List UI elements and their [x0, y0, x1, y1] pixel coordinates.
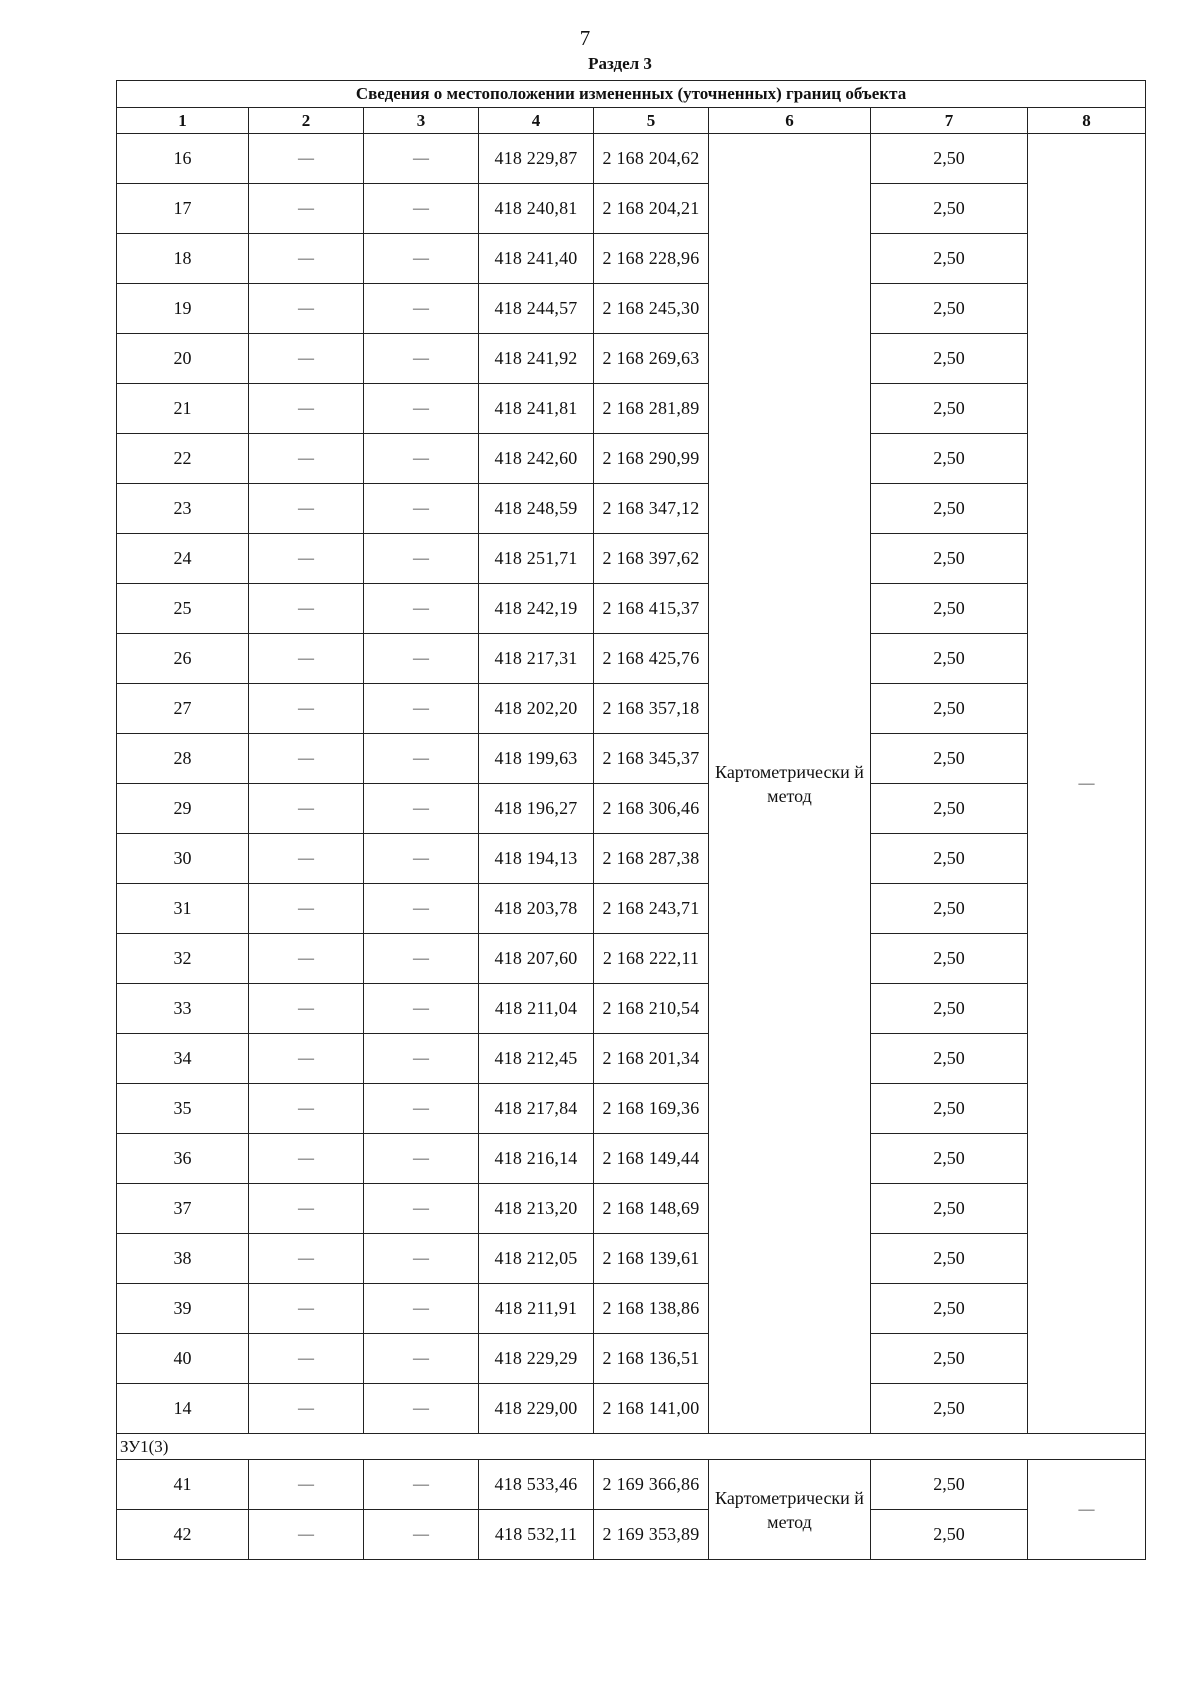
col2-dash: —	[249, 134, 364, 184]
col2-dash: —	[249, 1284, 364, 1334]
col2-dash: —	[249, 484, 364, 534]
col3-dash: —	[364, 634, 479, 684]
col3-dash: —	[364, 1034, 479, 1084]
point-number: 31	[117, 884, 249, 934]
col2-dash: —	[249, 684, 364, 734]
coordinate-y: 2 168 425,76	[594, 634, 709, 684]
accuracy-value: 2,50	[871, 334, 1028, 384]
coordinate-x: 418 532,11	[479, 1510, 594, 1560]
coordinate-y: 2 168 141,00	[594, 1384, 709, 1434]
col2-dash: —	[249, 884, 364, 934]
table-row	[117, 1234, 1146, 1284]
col3-dash: —	[364, 1234, 479, 1284]
zone-label-row	[117, 1434, 1146, 1460]
col3-dash: —	[364, 834, 479, 884]
accuracy-value: 2,50	[871, 1234, 1028, 1284]
table-row	[117, 834, 1146, 884]
boundary-points-table	[116, 80, 1146, 1560]
col3-dash: —	[364, 934, 479, 984]
col3-dash: —	[364, 734, 479, 784]
coordinate-x: 418 217,84	[479, 1084, 594, 1134]
col3-dash: —	[364, 1460, 479, 1510]
accuracy-value: 2,50	[871, 284, 1028, 334]
coordinate-x: 418 241,92	[479, 334, 594, 384]
table-row	[117, 784, 1146, 834]
table-row	[117, 984, 1146, 1034]
accuracy-value: 2,50	[871, 584, 1028, 634]
column-number: 3	[364, 108, 479, 134]
point-number: 28	[117, 734, 249, 784]
col3-dash: —	[364, 384, 479, 434]
coordinate-y: 2 168 201,34	[594, 1034, 709, 1084]
col3-dash: —	[364, 234, 479, 284]
coordinate-x: 418 213,20	[479, 1184, 594, 1234]
column-number: 6	[709, 108, 871, 134]
point-number: 26	[117, 634, 249, 684]
column-number: 5	[594, 108, 709, 134]
col3-dash: —	[364, 984, 479, 1034]
accuracy-value: 2,50	[871, 734, 1028, 784]
coordinate-x: 418 196,27	[479, 784, 594, 834]
coordinate-y: 2 168 228,96	[594, 234, 709, 284]
table-caption: Сведения о местоположении измененных (уточненных) границ объекта	[117, 81, 1146, 108]
coordinate-y: 2 168 415,37	[594, 584, 709, 634]
coordinate-y: 2 168 204,21	[594, 184, 709, 234]
col2-dash: —	[249, 784, 364, 834]
coordinate-y: 2 168 139,61	[594, 1234, 709, 1284]
coordinate-x: 418 241,81	[479, 384, 594, 434]
col3-dash: —	[364, 684, 479, 734]
column-number: 7	[871, 108, 1028, 134]
coordinate-y: 2 168 243,71	[594, 884, 709, 934]
col3-dash: —	[364, 1334, 479, 1384]
col2-dash: —	[249, 1384, 364, 1434]
col2-dash: —	[249, 1334, 364, 1384]
coordinate-x: 418 251,71	[479, 534, 594, 584]
accuracy-value: 2,50	[871, 634, 1028, 684]
col2-dash: —	[249, 1134, 364, 1184]
point-number: 39	[117, 1284, 249, 1334]
col2-dash: —	[249, 384, 364, 434]
coordinate-x: 418 240,81	[479, 184, 594, 234]
coordinate-x: 418 212,05	[479, 1234, 594, 1284]
section-title: Раздел 3	[588, 54, 652, 73]
col2-dash: —	[249, 334, 364, 384]
column-number: 1	[117, 108, 249, 134]
point-number: 27	[117, 684, 249, 734]
col8-dash: —	[1028, 1460, 1146, 1560]
accuracy-value: 2,50	[871, 1084, 1028, 1134]
coordinate-y: 2 168 357,18	[594, 684, 709, 734]
coordinate-y: 2 168 287,38	[594, 834, 709, 884]
coordinate-y: 2 168 138,86	[594, 1284, 709, 1334]
accuracy-value: 2,50	[871, 684, 1028, 734]
coordinate-x: 418 203,78	[479, 884, 594, 934]
method-cell: Картометрически й метод	[709, 1460, 871, 1560]
col2-dash: —	[249, 834, 364, 884]
table-row	[117, 884, 1146, 934]
coordinate-x: 418 194,13	[479, 834, 594, 884]
column-number: 8	[1028, 108, 1146, 134]
table-row	[117, 384, 1146, 434]
coordinate-y: 2 169 366,86	[594, 1460, 709, 1510]
table-row	[117, 1084, 1146, 1134]
coordinate-x: 418 211,04	[479, 984, 594, 1034]
point-number: 22	[117, 434, 249, 484]
coordinate-y: 2 168 245,30	[594, 284, 709, 334]
coordinate-x: 418 199,63	[479, 734, 594, 784]
point-number: 40	[117, 1334, 249, 1384]
col2-dash: —	[249, 1234, 364, 1284]
coordinate-y: 2 168 136,51	[594, 1334, 709, 1384]
col2-dash: —	[249, 1184, 364, 1234]
accuracy-value: 2,50	[871, 1334, 1028, 1384]
col3-dash: —	[364, 584, 479, 634]
col2-dash: —	[249, 284, 364, 334]
table-row	[117, 734, 1146, 784]
accuracy-value: 2,50	[871, 834, 1028, 884]
col2-dash: —	[249, 434, 364, 484]
accuracy-value: 2,50	[871, 234, 1028, 284]
table-row	[117, 134, 1146, 184]
col2-dash: —	[249, 1510, 364, 1560]
col3-dash: —	[364, 884, 479, 934]
coordinate-y: 2 168 345,37	[594, 734, 709, 784]
coordinate-x: 418 242,60	[479, 434, 594, 484]
col3-dash: —	[364, 434, 479, 484]
coordinate-y: 2 168 149,44	[594, 1134, 709, 1184]
table-row	[117, 634, 1146, 684]
accuracy-value: 2,50	[871, 434, 1028, 484]
col3-dash: —	[364, 1284, 479, 1334]
table-row	[117, 584, 1146, 634]
accuracy-value: 2,50	[871, 134, 1028, 184]
accuracy-value: 2,50	[871, 984, 1028, 1034]
coordinate-x: 418 216,14	[479, 1134, 594, 1184]
accuracy-value: 2,50	[871, 1184, 1028, 1234]
point-number: 34	[117, 1034, 249, 1084]
col3-dash: —	[364, 134, 479, 184]
point-number: 35	[117, 1084, 249, 1134]
table-row	[117, 684, 1146, 734]
point-number: 23	[117, 484, 249, 534]
coordinate-x: 418 244,57	[479, 284, 594, 334]
table-row	[117, 1184, 1146, 1234]
col2-dash: —	[249, 984, 364, 1034]
accuracy-value: 2,50	[871, 1460, 1028, 1510]
col3-dash: —	[364, 534, 479, 584]
point-number: 30	[117, 834, 249, 884]
accuracy-value: 2,50	[871, 1384, 1028, 1434]
point-number: 16	[117, 134, 249, 184]
coordinate-y: 2 168 204,62	[594, 134, 709, 184]
col3-dash: —	[364, 284, 479, 334]
col3-dash: —	[364, 784, 479, 834]
accuracy-value: 2,50	[871, 784, 1028, 834]
coordinate-y: 2 168 148,69	[594, 1184, 709, 1234]
coordinate-y: 2 168 347,12	[594, 484, 709, 534]
coordinate-y: 2 168 290,99	[594, 434, 709, 484]
table-row	[117, 1284, 1146, 1334]
col3-dash: —	[364, 1184, 479, 1234]
coordinate-y: 2 168 169,36	[594, 1084, 709, 1134]
zone-label: ЗУ1(3)	[117, 1434, 1146, 1460]
coordinate-x: 418 207,60	[479, 934, 594, 984]
coordinate-x: 418 229,29	[479, 1334, 594, 1384]
point-number: 19	[117, 284, 249, 334]
col3-dash: —	[364, 1134, 479, 1184]
point-number: 37	[117, 1184, 249, 1234]
coordinate-y: 2 168 306,46	[594, 784, 709, 834]
coordinate-x: 418 229,87	[479, 134, 594, 184]
table-row	[117, 1134, 1146, 1184]
col3-dash: —	[364, 1384, 479, 1434]
point-number: 18	[117, 234, 249, 284]
table-row	[117, 284, 1146, 334]
point-number: 36	[117, 1134, 249, 1184]
column-number: 4	[479, 108, 594, 134]
col3-dash: —	[364, 334, 479, 384]
col2-dash: —	[249, 584, 364, 634]
coordinate-y: 2 168 269,63	[594, 334, 709, 384]
column-number: 2	[249, 108, 364, 134]
accuracy-value: 2,50	[871, 534, 1028, 584]
coordinate-y: 2 168 397,62	[594, 534, 709, 584]
accuracy-value: 2,50	[871, 884, 1028, 934]
point-number: 14	[117, 1384, 249, 1434]
col8-dash: —	[1028, 134, 1146, 1434]
col2-dash: —	[249, 734, 364, 784]
coordinate-x: 418 248,59	[479, 484, 594, 534]
col3-dash: —	[364, 184, 479, 234]
table-row	[117, 934, 1146, 984]
table-row	[117, 484, 1146, 534]
coordinate-y: 2 168 281,89	[594, 384, 709, 434]
col2-dash: —	[249, 184, 364, 234]
table-row	[117, 334, 1146, 384]
coordinate-x: 418 212,45	[479, 1034, 594, 1084]
point-number: 25	[117, 584, 249, 634]
coordinate-x: 418 217,31	[479, 634, 594, 684]
page-number: 7	[579, 26, 591, 50]
table-row	[117, 434, 1146, 484]
table-row	[117, 1334, 1146, 1384]
table-row	[117, 534, 1146, 584]
accuracy-value: 2,50	[871, 934, 1028, 984]
coordinate-x: 418 202,20	[479, 684, 594, 734]
col2-dash: —	[249, 534, 364, 584]
point-number: 33	[117, 984, 249, 1034]
col2-dash: —	[249, 234, 364, 284]
table-row	[117, 234, 1146, 284]
point-number: 38	[117, 1234, 249, 1284]
col3-dash: —	[364, 484, 479, 534]
accuracy-value: 2,50	[871, 1034, 1028, 1084]
point-number: 21	[117, 384, 249, 434]
point-number: 29	[117, 784, 249, 834]
coordinate-x: 418 211,91	[479, 1284, 594, 1334]
col2-dash: —	[249, 1460, 364, 1510]
col3-dash: —	[364, 1510, 479, 1560]
col3-dash: —	[364, 1084, 479, 1134]
point-number: 24	[117, 534, 249, 584]
table-row	[117, 1034, 1146, 1084]
accuracy-value: 2,50	[871, 1284, 1028, 1334]
method-cell: Картометрически й метод	[709, 134, 871, 1434]
coordinate-x: 418 229,00	[479, 1384, 594, 1434]
coordinate-x: 418 242,19	[479, 584, 594, 634]
coordinate-y: 2 168 222,11	[594, 934, 709, 984]
col2-dash: —	[249, 934, 364, 984]
accuracy-value: 2,50	[871, 384, 1028, 434]
accuracy-value: 2,50	[871, 1510, 1028, 1560]
point-number: 17	[117, 184, 249, 234]
coordinate-x: 418 533,46	[479, 1460, 594, 1510]
point-number: 42	[117, 1510, 249, 1560]
column-number-row	[117, 108, 1146, 134]
col2-dash: —	[249, 1084, 364, 1134]
table-row	[117, 1510, 1146, 1560]
table-row	[117, 1460, 1146, 1510]
accuracy-value: 2,50	[871, 1134, 1028, 1184]
point-number: 20	[117, 334, 249, 384]
accuracy-value: 2,50	[871, 184, 1028, 234]
coordinate-x: 418 241,40	[479, 234, 594, 284]
coordinate-y: 2 168 210,54	[594, 984, 709, 1034]
table-caption-row	[117, 81, 1146, 108]
point-number: 41	[117, 1460, 249, 1510]
accuracy-value: 2,50	[871, 484, 1028, 534]
point-number: 32	[117, 934, 249, 984]
col2-dash: —	[249, 634, 364, 684]
col2-dash: —	[249, 1034, 364, 1084]
table-row	[117, 184, 1146, 234]
coordinate-y: 2 169 353,89	[594, 1510, 709, 1560]
table-row	[117, 1384, 1146, 1434]
